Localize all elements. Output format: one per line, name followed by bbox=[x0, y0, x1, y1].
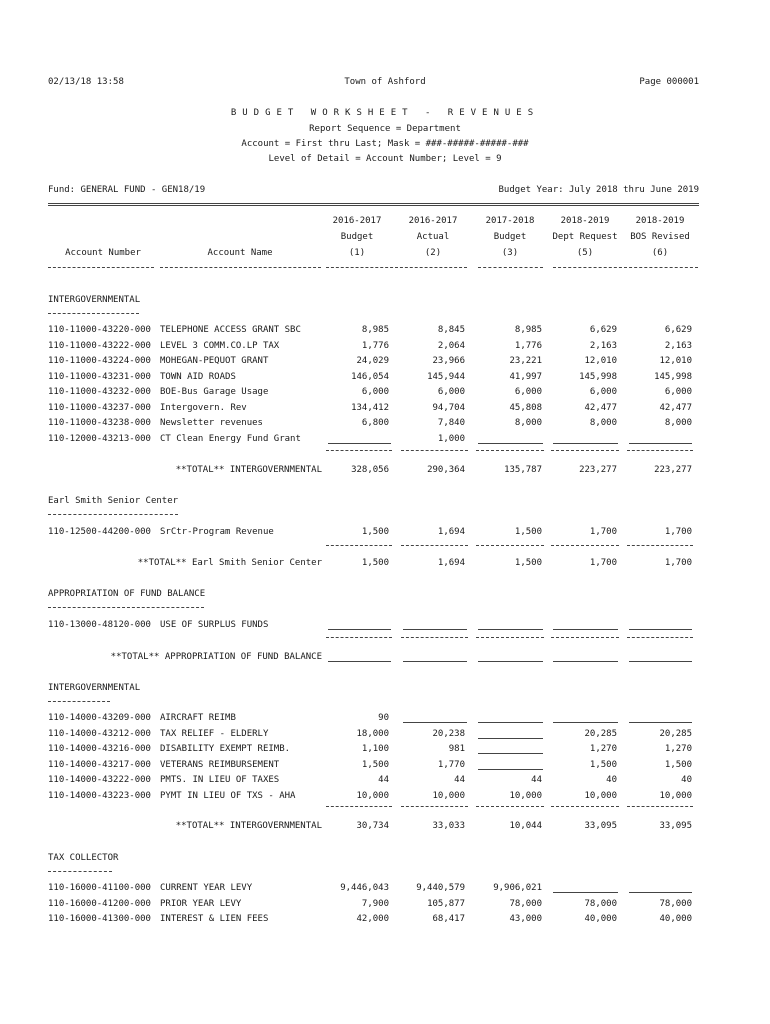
column-subtotal-rule bbox=[401, 637, 468, 638]
column-header-c1: (1) bbox=[348, 248, 366, 258]
blank-amount-line bbox=[403, 722, 467, 723]
amount-cell: 1,776 bbox=[361, 341, 389, 351]
section-total-amount: 33,095 bbox=[659, 821, 692, 831]
blank-amount-line bbox=[629, 892, 692, 893]
section-title: APPROPRIATION OF FUND BALANCE bbox=[48, 589, 206, 599]
amount-cell: 40 bbox=[606, 775, 617, 785]
amount-cell: 44 bbox=[378, 775, 389, 785]
blank-amount-line bbox=[553, 443, 618, 444]
blank-amount-line bbox=[328, 443, 391, 444]
account-number: 110-14000-43217-000 bbox=[48, 760, 151, 770]
section-title-underline bbox=[48, 701, 110, 702]
amount-cell: 145,998 bbox=[579, 372, 617, 382]
level-of-detail: Level of Detail = Account Number; Level = 9 bbox=[268, 154, 502, 164]
amount-cell: 42,000 bbox=[356, 914, 389, 924]
amount-cell: 10,000 bbox=[584, 791, 617, 801]
section-title: TAX COLLECTOR bbox=[48, 853, 119, 863]
account-number: 110-11000-43237-000 bbox=[48, 403, 151, 413]
section-title: Earl Smith Senior Center bbox=[48, 496, 179, 506]
amount-cell: 6,629 bbox=[589, 325, 617, 335]
blank-amount-line bbox=[478, 629, 543, 630]
amount-cell: 8,845 bbox=[437, 325, 465, 335]
blank-amount-line bbox=[478, 661, 543, 662]
column-subtotal-rule bbox=[326, 545, 392, 546]
page-number: Page 000001 bbox=[639, 77, 699, 87]
column-subtotal-rule bbox=[551, 637, 619, 638]
section-total-label: **TOTAL** APPROPRIATION OF FUND BALANCE bbox=[110, 652, 322, 662]
blank-amount-line bbox=[403, 629, 467, 630]
amount-cell: 78,000 bbox=[584, 899, 617, 909]
account-name: LEVEL 3 COMM.CO.LP TAX bbox=[160, 341, 280, 351]
amount-cell: 134,412 bbox=[351, 403, 389, 413]
report-datetime: 02/13/18 13:58 bbox=[48, 77, 124, 87]
section-total-amount: 1,700 bbox=[589, 558, 617, 568]
blank-amount-line bbox=[478, 769, 543, 770]
amount-cell: 2,163 bbox=[589, 341, 617, 351]
amount-cell: 40 bbox=[681, 775, 692, 785]
column-subtotal-rule bbox=[551, 806, 619, 807]
blank-amount-line bbox=[553, 629, 618, 630]
budget-year: Budget Year: July 2018 thru June 2019 bbox=[498, 185, 699, 195]
account-number: 110-12500-44200-000 bbox=[48, 527, 151, 537]
account-number: 110-11000-43224-000 bbox=[48, 356, 151, 366]
amount-cell: 1,694 bbox=[437, 527, 465, 537]
amount-cell: 7,900 bbox=[361, 899, 389, 909]
blank-amount-line bbox=[629, 443, 692, 444]
amount-cell: 90 bbox=[378, 713, 389, 723]
amount-cell: 20,285 bbox=[659, 729, 692, 739]
column-header-c2: 2016-2017 bbox=[408, 216, 458, 226]
amount-cell: 1,700 bbox=[664, 527, 692, 537]
section-total-amount: 1,500 bbox=[361, 558, 389, 568]
blank-amount-line bbox=[328, 661, 391, 662]
amount-cell: 1,500 bbox=[589, 760, 617, 770]
column-header-c2: Actual bbox=[416, 232, 450, 242]
account-number: 110-16000-41100-000 bbox=[48, 883, 151, 893]
column-subtotal-rule bbox=[627, 806, 693, 807]
account-name: PYMT IN LIEU OF TXS - AHA bbox=[160, 791, 296, 801]
column-header-c4: Dept Request bbox=[552, 232, 618, 242]
account-name: DISABILITY EXEMPT REIMB. bbox=[160, 744, 291, 754]
amount-cell: 6,629 bbox=[664, 325, 692, 335]
amount-cell: 8,000 bbox=[589, 418, 617, 428]
amount-cell: 43,000 bbox=[509, 914, 542, 924]
blank-amount-line bbox=[478, 738, 543, 739]
column-subtotal-rule bbox=[627, 545, 693, 546]
amount-cell: 23,221 bbox=[509, 356, 542, 366]
amount-cell: 10,000 bbox=[356, 791, 389, 801]
column-subtotal-rule bbox=[476, 637, 544, 638]
column-header-c1: 2016-2017 bbox=[332, 216, 382, 226]
amount-cell: 78,000 bbox=[509, 899, 542, 909]
column-header-c3: Budget bbox=[493, 232, 527, 242]
section-total-label: **TOTAL** Earl Smith Senior Center bbox=[137, 558, 322, 568]
section-total-amount: 1,700 bbox=[664, 558, 692, 568]
section-total-amount: 33,033 bbox=[432, 821, 465, 831]
column-subtotal-rule bbox=[476, 545, 544, 546]
section-total-amount: 223,277 bbox=[579, 465, 617, 475]
section-total-amount: 30,734 bbox=[356, 821, 389, 831]
column-subtotal-rule bbox=[551, 545, 619, 546]
amount-cell: 6,000 bbox=[361, 387, 389, 397]
amount-cell: 1,270 bbox=[664, 744, 692, 754]
account-number: 110-11000-43232-000 bbox=[48, 387, 151, 397]
amount-cell: 1,700 bbox=[589, 527, 617, 537]
blank-amount-line bbox=[553, 722, 618, 723]
amount-cell: 78,000 bbox=[659, 899, 692, 909]
column-header-account-name: Account Name bbox=[207, 248, 273, 258]
account-name: SrCtr-Program Revenue bbox=[160, 527, 274, 537]
amount-cell: 6,000 bbox=[589, 387, 617, 397]
account-name: TAX RELIEF - ELDERLY bbox=[160, 729, 269, 739]
amount-cell: 1,500 bbox=[664, 760, 692, 770]
section-title-underline bbox=[48, 607, 204, 608]
account-number: 110-14000-43209-000 bbox=[48, 713, 151, 723]
column-header-rule bbox=[326, 267, 467, 268]
amount-cell: 40,000 bbox=[659, 914, 692, 924]
column-header-c3: 2017-2018 bbox=[485, 216, 535, 226]
amount-cell: 1,000 bbox=[437, 434, 465, 444]
account-name: TOWN AID ROADS bbox=[160, 372, 236, 382]
blank-amount-line bbox=[403, 661, 467, 662]
amount-cell: 9,906,021 bbox=[493, 883, 542, 893]
account-name: AIRCRAFT REIMB bbox=[160, 713, 236, 723]
column-header-c1: Budget bbox=[340, 232, 374, 242]
account-number: 110-14000-43216-000 bbox=[48, 744, 151, 754]
account-name: CT Clean Energy Fund Grant bbox=[160, 434, 301, 444]
amount-cell: 10,000 bbox=[509, 791, 542, 801]
section-total-amount: 1,500 bbox=[514, 558, 542, 568]
amount-cell: 20,285 bbox=[584, 729, 617, 739]
account-name: PRIOR YEAR LEVY bbox=[160, 899, 242, 909]
blank-amount-line bbox=[629, 629, 692, 630]
amount-cell: 40,000 bbox=[584, 914, 617, 924]
blank-amount-line bbox=[553, 892, 618, 893]
column-header-c4: 2018-2019 bbox=[560, 216, 610, 226]
amount-cell: 44 bbox=[531, 775, 542, 785]
blank-amount-line bbox=[629, 661, 692, 662]
amount-cell: 9,440,579 bbox=[416, 883, 465, 893]
account-name: TELEPHONE ACCESS GRANT SBC bbox=[160, 325, 301, 335]
account-name: BOE-Bus Garage Usage bbox=[160, 387, 269, 397]
column-subtotal-rule bbox=[401, 545, 468, 546]
amount-cell: 10,000 bbox=[432, 791, 465, 801]
amount-cell: 8,985 bbox=[361, 325, 389, 335]
amount-cell: 6,000 bbox=[437, 387, 465, 397]
section-total-amount: 135,787 bbox=[504, 465, 542, 475]
column-header-rule bbox=[478, 267, 543, 268]
amount-cell: 1,500 bbox=[361, 527, 389, 537]
column-header-c3: (3) bbox=[501, 248, 519, 258]
amount-cell: 68,417 bbox=[432, 914, 465, 924]
account-number: 110-14000-43223-000 bbox=[48, 791, 151, 801]
amount-cell: 145,998 bbox=[654, 372, 692, 382]
amount-cell: 94,704 bbox=[432, 403, 465, 413]
section-total-amount: 223,277 bbox=[654, 465, 692, 475]
blank-amount-line bbox=[478, 753, 543, 754]
column-subtotal-rule bbox=[326, 450, 392, 451]
fund-label: Fund: GENERAL FUND - GEN18/19 bbox=[48, 185, 206, 195]
amount-cell: 145,944 bbox=[427, 372, 465, 382]
amount-cell: 45,808 bbox=[509, 403, 542, 413]
section-total-amount: 10,044 bbox=[509, 821, 542, 831]
amount-cell: 42,477 bbox=[659, 403, 692, 413]
section-title-underline bbox=[48, 871, 112, 872]
column-header-rule bbox=[160, 267, 321, 268]
amount-cell: 146,054 bbox=[351, 372, 389, 382]
amount-cell: 20,238 bbox=[432, 729, 465, 739]
amount-cell: 1,270 bbox=[589, 744, 617, 754]
amount-cell: 1,100 bbox=[361, 744, 389, 754]
amount-cell: 8,000 bbox=[514, 418, 542, 428]
account-name: CURRENT YEAR LEVY bbox=[160, 883, 253, 893]
column-subtotal-rule bbox=[627, 637, 693, 638]
column-subtotal-rule bbox=[627, 450, 693, 451]
section-total-amount: 290,364 bbox=[427, 465, 465, 475]
amount-cell: 1,500 bbox=[361, 760, 389, 770]
account-name: INTEREST & LIEN FEES bbox=[160, 914, 269, 924]
section-title: INTERGOVERNMENTAL bbox=[48, 683, 141, 693]
amount-cell: 6,800 bbox=[361, 418, 389, 428]
account-number: 110-11000-43220-000 bbox=[48, 325, 151, 335]
amount-cell: 12,010 bbox=[659, 356, 692, 366]
column-header-account-number: Account Number bbox=[65, 248, 141, 258]
column-header-c5: BOS Revised bbox=[630, 232, 690, 242]
header-double-rule bbox=[48, 203, 699, 206]
blank-amount-line bbox=[553, 661, 618, 662]
column-subtotal-rule bbox=[326, 806, 392, 807]
blank-amount-line bbox=[629, 722, 692, 723]
report-title: BUDGET WORKSHEET - REVENUES bbox=[230, 108, 540, 118]
account-name: PMTS. IN LIEU OF TAXES bbox=[160, 775, 280, 785]
amount-cell: 2,064 bbox=[437, 341, 465, 351]
column-header-rule bbox=[553, 267, 698, 268]
column-subtotal-rule bbox=[326, 637, 392, 638]
blank-amount-line bbox=[478, 443, 543, 444]
amount-cell: 18,000 bbox=[356, 729, 389, 739]
amount-cell: 9,446,043 bbox=[340, 883, 389, 893]
amount-cell: 44 bbox=[454, 775, 465, 785]
amount-cell: 7,840 bbox=[437, 418, 465, 428]
column-subtotal-rule bbox=[551, 450, 619, 451]
amount-cell: 1,770 bbox=[437, 760, 465, 770]
amount-cell: 23,966 bbox=[432, 356, 465, 366]
account-number: 110-14000-43222-000 bbox=[48, 775, 151, 785]
section-total-amount: 328,056 bbox=[351, 465, 389, 475]
amount-cell: 1,500 bbox=[514, 527, 542, 537]
amount-cell: 12,010 bbox=[584, 356, 617, 366]
blank-amount-line bbox=[478, 722, 543, 723]
amount-cell: 10,000 bbox=[659, 791, 692, 801]
account-name: USE OF SURPLUS FUNDS bbox=[160, 620, 269, 630]
account-name: Intergovern. Rev bbox=[160, 403, 247, 413]
blank-amount-line bbox=[328, 629, 391, 630]
amount-cell: 6,000 bbox=[514, 387, 542, 397]
amount-cell: 981 bbox=[448, 744, 465, 754]
amount-cell: 42,477 bbox=[584, 403, 617, 413]
account-number: 110-11000-43222-000 bbox=[48, 341, 151, 351]
amount-cell: 24,029 bbox=[356, 356, 389, 366]
account-number: 110-14000-43212-000 bbox=[48, 729, 151, 739]
amount-cell: 8,985 bbox=[514, 325, 542, 335]
column-header-c5: (6) bbox=[651, 248, 669, 258]
column-subtotal-rule bbox=[401, 806, 468, 807]
town-name: Town of Ashford bbox=[344, 77, 426, 87]
account-number: 110-16000-41200-000 bbox=[48, 899, 151, 909]
account-name: MOHEGAN-PEQUOT GRANT bbox=[160, 356, 269, 366]
account-name: VETERANS REIMBURSEMENT bbox=[160, 760, 280, 770]
account-number: 110-11000-43238-000 bbox=[48, 418, 151, 428]
account-mask: Account = First thru Last; Mask = ###-#####-#####-### bbox=[241, 139, 529, 149]
account-number: 110-12000-43213-000 bbox=[48, 434, 151, 444]
section-title: INTERGOVERNMENTAL bbox=[48, 295, 141, 305]
section-total-amount: 1,694 bbox=[437, 558, 465, 568]
column-subtotal-rule bbox=[476, 806, 544, 807]
amount-cell: 1,776 bbox=[514, 341, 542, 351]
section-total-amount: 33,095 bbox=[584, 821, 617, 831]
column-subtotal-rule bbox=[401, 450, 468, 451]
amount-cell: 8,000 bbox=[664, 418, 692, 428]
amount-cell: 41,997 bbox=[509, 372, 542, 382]
account-number: 110-13000-48120-000 bbox=[48, 620, 151, 630]
account-number: 110-16000-41300-000 bbox=[48, 914, 151, 924]
section-title-underline bbox=[48, 514, 178, 515]
column-subtotal-rule bbox=[476, 450, 544, 451]
account-name: Newsletter revenues bbox=[160, 418, 263, 428]
report-sequence: Report Sequence = Department bbox=[309, 124, 461, 134]
column-header-rule bbox=[48, 267, 154, 268]
amount-cell: 6,000 bbox=[664, 387, 692, 397]
section-total-label: **TOTAL** INTERGOVERNMENTAL bbox=[175, 465, 322, 475]
column-header-c4: (5) bbox=[576, 248, 594, 258]
section-total-label: **TOTAL** INTERGOVERNMENTAL bbox=[175, 821, 322, 831]
amount-cell: 2,163 bbox=[664, 341, 692, 351]
amount-cell: 105,877 bbox=[427, 899, 465, 909]
section-title-underline bbox=[48, 313, 139, 314]
account-number: 110-11000-43231-000 bbox=[48, 372, 151, 382]
column-header-c5: 2018-2019 bbox=[635, 216, 685, 226]
column-header-c2: (2) bbox=[424, 248, 442, 258]
